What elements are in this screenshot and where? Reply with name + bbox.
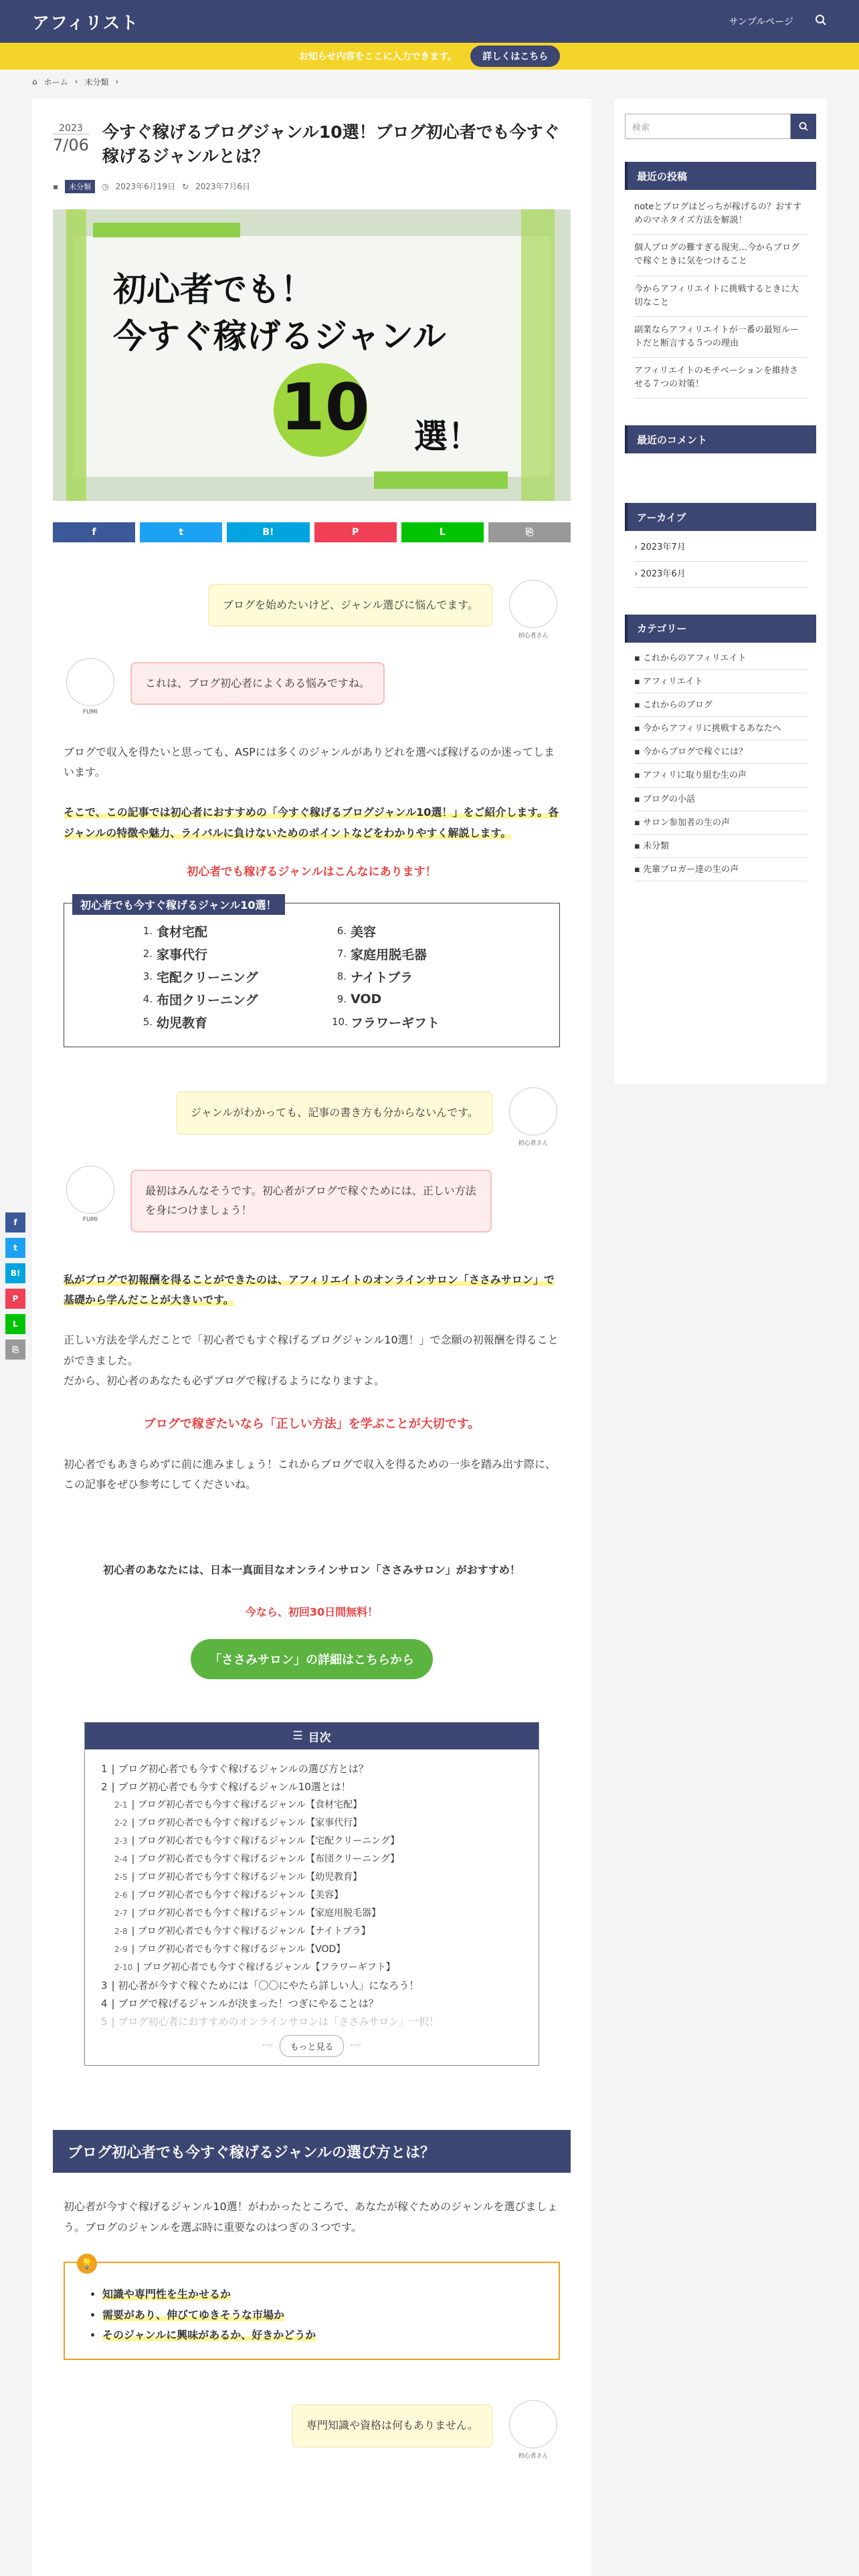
home-icon: ⌂ bbox=[32, 77, 37, 86]
hatena-share-button[interactable]: B! bbox=[5, 1263, 25, 1283]
folder-icon: ▪ bbox=[634, 794, 643, 804]
line-share-button[interactable]: L bbox=[5, 1314, 25, 1334]
category-link[interactable]: ▪ 今からアフィリに挑戦するあなたへ bbox=[634, 717, 807, 740]
category-link[interactable]: ▪ アフィリエイト bbox=[634, 670, 807, 693]
intro-highlight bbox=[64, 802, 560, 843]
header-nav bbox=[729, 14, 827, 29]
list-item: • そのジャンルに興味があるか、好きかどうか bbox=[102, 2325, 537, 2345]
eyecatch-suffix: 選！ bbox=[414, 417, 481, 456]
toc-header bbox=[85, 1723, 539, 1749]
folder-icon: ▪ bbox=[634, 700, 643, 710]
toc-item[interactable]: 2-1 | ブログ初心者でも今すぐ稼げるジャンル【食材宅配】 bbox=[114, 1800, 363, 1811]
breadcrumb-category[interactable]: 未分類 bbox=[84, 77, 109, 87]
toc-item[interactable]: 2-8 | ブログ初心者でも今すぐ稼げるジャンル【ナイトブラ】 bbox=[114, 1926, 371, 1937]
facebook-share-button[interactable]: f bbox=[5, 1212, 25, 1232]
salon-cta-button[interactable]: 「ささみサロン」の詳細はこちらから bbox=[191, 1639, 433, 1679]
toc-item[interactable]: 3 | 初心者が今すぐ稼ぐためには「〇〇にやたら詳しい人」になろう！ bbox=[101, 1979, 419, 1992]
highlight-text: 私がブログで初報酬を得ることができたのは、アフィリエイトのオンラインサロン「ささみサロン」で基礎から学んだことが大きいです。 bbox=[64, 1273, 555, 1307]
category-link[interactable]: ▪ 先輩ブロガー達の生の声 bbox=[634, 858, 807, 881]
toc-item[interactable]: 4 | ブログで稼げるジャンルが決まった！つぎにやることは？ bbox=[101, 1998, 379, 2010]
recent-post-link[interactable]: アフィリエイトのモチベーションを維持させる７つの対策！ bbox=[634, 358, 807, 399]
recent-post-link[interactable]: noteとブログはどっちが稼げるの？おすすめのマネタイズ方法を解説！ bbox=[634, 194, 807, 235]
folder-icon: ▪ bbox=[634, 841, 643, 851]
refresh-icon: ↻ bbox=[182, 181, 189, 191]
category-link[interactable]: ▪ これからのアフィリエイト bbox=[634, 647, 807, 670]
folder-icon: ▪ bbox=[634, 817, 643, 828]
category-link[interactable]: ▪ サロン参加者の生の声 bbox=[634, 811, 807, 835]
list-item: 5. 幼児教育 bbox=[142, 1015, 208, 1031]
folder-icon: ▪ bbox=[634, 676, 643, 687]
result-paragraph bbox=[64, 1330, 560, 1391]
toc-item[interactable]: 2 | ブログ初心者でも今すぐ稼げるジャンル10選とは！ bbox=[101, 1781, 351, 1794]
toc-title: 目次 bbox=[308, 1731, 331, 1745]
category-badge[interactable]: 未分類 bbox=[65, 180, 95, 193]
category-link[interactable]: ▪ 未分類 bbox=[634, 835, 807, 858]
result-text-2: だから、初心者のあなたも必ずブログで稼げるようになりますよ。 bbox=[64, 1374, 385, 1388]
toc-item[interactable]: 2-6 | ブログ初心者でも今すぐ稼げるジャンル【美容】 bbox=[114, 1890, 344, 1901]
chevron-right-icon: › bbox=[115, 77, 119, 86]
avatar bbox=[506, 1087, 560, 1147]
salon-paragraph bbox=[64, 1270, 560, 1311]
list-icon: ☰ bbox=[292, 1729, 303, 1743]
toc-item[interactable]: 2-4 | ブログ初心者でも今すぐ稼げるジャンル【布団クリーニング】 bbox=[114, 1854, 400, 1865]
recent-posts-list bbox=[625, 190, 816, 403]
pocket-share-button[interactable]: P bbox=[314, 522, 397, 542]
speech-bubble-beginner bbox=[64, 580, 560, 639]
lightbulb-icon: 💡 bbox=[77, 2254, 97, 2274]
list-item: • 知識や専門性を生かせるか bbox=[102, 2284, 537, 2304]
list-item: 8. ナイトブラ bbox=[337, 970, 413, 985]
breadcrumb-home[interactable]: ホーム bbox=[43, 77, 68, 87]
intro-paragraph: ブログで収入を得たいと思っても、ASPには多くのジャンルがありどれを選べば稼げるのか迷ってしまいます。 bbox=[64, 745, 555, 778]
free-trial-text: 今なら、初回30日間無料！ bbox=[245, 1606, 379, 1619]
avatar bbox=[506, 2400, 560, 2460]
toc-item[interactable]: 2-5 | ブログ初心者でも今すぐ稼げるジャンル【幼児教育】 bbox=[114, 1872, 363, 1883]
genre-list bbox=[64, 920, 559, 1033]
eyecatch-number: 10 bbox=[280, 369, 370, 445]
breadcrumb bbox=[0, 70, 859, 94]
chevron-right-icon: › bbox=[634, 568, 641, 579]
avatar-name: 初心者さん bbox=[518, 632, 549, 639]
line-share-button[interactable]: L bbox=[401, 522, 484, 542]
avatar bbox=[64, 658, 117, 716]
category-link[interactable]: ▪ 今からブログで稼ぐには？ bbox=[634, 740, 807, 764]
avatar bbox=[64, 1166, 117, 1223]
site-logo[interactable]: アフィリスト bbox=[32, 13, 139, 33]
avatar-name: 初心者さん bbox=[518, 1140, 549, 1148]
speech-bubble-beginner bbox=[64, 1087, 560, 1147]
table-of-contents bbox=[84, 1722, 539, 2066]
notice-bar bbox=[0, 43, 859, 70]
widget-title: アーカイブ bbox=[625, 503, 816, 531]
folder-icon: ▪ bbox=[53, 181, 59, 191]
copy-link-button[interactable]: ⎘ bbox=[488, 522, 571, 542]
share-buttons bbox=[53, 522, 571, 542]
sidebar-search bbox=[625, 114, 816, 139]
search-icon[interactable] bbox=[815, 14, 827, 29]
toc-more-button[interactable]: もっと見る bbox=[280, 2035, 343, 2057]
genre-box-label: 初心者でも今すぐ稼げるジャンル10選！ bbox=[72, 894, 285, 915]
post-year: 2023 bbox=[59, 123, 83, 134]
notice-button[interactable]: 詳しくはこちら bbox=[470, 45, 560, 67]
toc-item[interactable]: 2-10 | ブログ初心者でも今すぐ稼げるジャンル【フラワーギフト】 bbox=[114, 1962, 395, 1973]
folder-icon: ▪ bbox=[634, 864, 643, 875]
speech-bubble-fumi bbox=[64, 1166, 560, 1232]
avatar-name: 初心者さん bbox=[518, 2453, 549, 2460]
toc-item[interactable]: 2-9 | ブログ初心者でも今すぐ稼げるジャンル【VOD】 bbox=[114, 1944, 346, 1955]
list-item: 1. 食材宅配 bbox=[142, 924, 208, 940]
pocket-share-button[interactable]: P bbox=[5, 1289, 25, 1309]
speech-text: ジャンルがわかっても、記事の書き方も分からないんです。 bbox=[176, 1091, 493, 1135]
toc-item[interactable]: 2-7 | ブログ初心者でも今すぐ稼げるジャンル【家庭用脱毛器】 bbox=[114, 1908, 381, 1919]
recent-post-link[interactable]: 個人ブログの難すぎる現実…今からブログで稼ぐときに気をつけること bbox=[634, 235, 807, 276]
chevron-right-icon: › bbox=[74, 77, 78, 86]
search-input[interactable]: 検索 bbox=[625, 114, 791, 139]
post-meta bbox=[53, 180, 571, 193]
site-header bbox=[0, 0, 859, 43]
archive-link[interactable]: › 2023年6月 bbox=[634, 562, 807, 588]
category-link[interactable]: ▪ アフィリに取り組む生の声 bbox=[634, 764, 807, 787]
toc-item[interactable]: 2-3 | ブログ初心者でも今すぐ稼げるジャンル【宅配クリーニング】 bbox=[114, 1836, 400, 1847]
archive-list bbox=[625, 531, 816, 591]
speech-bubble-fumi bbox=[64, 658, 560, 716]
avatar bbox=[506, 580, 560, 639]
point-list bbox=[86, 2284, 537, 2345]
speech-text: これは、ブログ初心者によくある悩みですね。 bbox=[130, 662, 385, 706]
category-link[interactable]: ▪ ブログの小話 bbox=[634, 788, 807, 811]
chevron-right-icon: › bbox=[634, 542, 641, 553]
sidebar bbox=[614, 99, 827, 1083]
avatar-name: FUMI bbox=[82, 708, 98, 716]
main-content bbox=[32, 99, 591, 2576]
toc-more: ···· もっと見る ···· bbox=[85, 2031, 539, 2065]
facebook-share-button[interactable]: f bbox=[53, 522, 135, 542]
folder-icon: ▪ bbox=[634, 770, 643, 781]
eyecatch-line2: 今すぐ稼げるジャンル bbox=[113, 316, 446, 356]
list-item: 4. 布団クリーニング bbox=[142, 992, 258, 1008]
recent-post-link[interactable]: 副業ならアフィリエイトが一番の最短ルートだと断言する５つの理由 bbox=[634, 317, 807, 358]
folder-icon: ▪ bbox=[634, 724, 643, 734]
post-monthday: 7/06 bbox=[53, 134, 89, 154]
twitter-share-button[interactable]: t bbox=[5, 1238, 25, 1258]
folder-icon: ▪ bbox=[634, 747, 643, 758]
folder-icon: ▪ bbox=[634, 653, 643, 663]
speech-text: ブログを始めたいけど、ジャンル選びに悩んでます。 bbox=[208, 584, 493, 627]
page-title: 今すぐ稼げるブログジャンル10選！ブログ初心者でも今すぐ稼げるジャンルとは？ bbox=[102, 122, 560, 167]
recommend-text: 初心者のあなたには、日本一真面目なオンラインサロン「ささみサロン」がおすすめ！ bbox=[103, 1564, 520, 1577]
widget-title: カテゴリー bbox=[625, 615, 816, 643]
floating-share bbox=[5, 1212, 25, 1360]
eyecatch-line1: 初心者でも！ bbox=[113, 270, 314, 309]
list-item: • 需要があり、伸びてゆきそうな市場か bbox=[102, 2305, 537, 2325]
category-link[interactable]: ▪ これからのブログ bbox=[634, 693, 807, 717]
copy-link-button[interactable]: ⎘ bbox=[5, 1339, 25, 1360]
section-heading: ブログ初心者でも今すぐ稼げるジャンルの選び方とは？ bbox=[53, 2130, 571, 2173]
hatena-share-button[interactable]: B! bbox=[227, 522, 309, 542]
search-icon bbox=[799, 122, 808, 131]
twitter-share-button[interactable]: t bbox=[140, 522, 222, 542]
avatar-name: FUMI bbox=[82, 1216, 98, 1224]
notice-text: お知らせ内容をここに入力できます。 bbox=[298, 51, 458, 62]
widget-title: 最近の投稿 bbox=[625, 162, 816, 190]
genre-list-box bbox=[64, 899, 560, 1047]
category-list bbox=[625, 643, 816, 885]
red-callout: ブログで稼ぎたいなら「正しい方法」を学ぶことが大切です。 bbox=[143, 1416, 480, 1431]
clock-icon: ◷ bbox=[102, 181, 109, 191]
updated-date: 2023年7月6日 bbox=[195, 182, 250, 191]
list-item: 6. 美容 bbox=[337, 924, 377, 940]
speech-text: 最初はみんなそうです。初心者がブログで稼ぐためには、正しい方法を身につけましょう！ bbox=[130, 1170, 492, 1232]
widget-title: 最近のコメント bbox=[625, 425, 816, 453]
highlight-text: そこで、この記事では初心者におすすめの「今すぐ稼げるブログジャンル10選！」をご紹介します。各ジャンルの特徴や魅力、ライバルに負けないためのポイントなどをわかりやすく解説します。 bbox=[64, 806, 559, 839]
list-item: 3. 宅配クリーニング bbox=[142, 970, 258, 985]
section-paragraph: 初心者が今すぐ稼げるジャンル10選！がわかったところで、あなたが稼ぐためのジャンルを選びましょう。ブログのジャンルを選ぶ時に重要なのはつぎの３つです。 bbox=[64, 2200, 558, 2234]
toc-item[interactable]: 2-2 | ブログ初心者でも今すぐ稼げるジャンル【家事代行】 bbox=[114, 1818, 363, 1829]
eyecatch-image bbox=[53, 209, 571, 501]
archive-link[interactable]: › 2023年7月 bbox=[634, 535, 807, 561]
encourage-paragraph: 初心者でもあきらめずに前に進みましょう！これからブログで収入を得るための一歩を踏み出す際に、この記事をぜひ参考にしてくださいね。 bbox=[64, 1457, 557, 1491]
list-item: 10. フラワーギフト bbox=[332, 1015, 440, 1031]
speech-bubble-beginner bbox=[64, 2400, 560, 2460]
post-date bbox=[53, 120, 89, 154]
toc-list bbox=[85, 1749, 539, 2031]
recent-post-link[interactable]: 今からアフィリエイトに挑戦するときに大切なこと bbox=[634, 276, 807, 317]
search-button[interactable] bbox=[791, 114, 816, 139]
red-callout: 初心者でも稼げるジャンルはこんなにあります！ bbox=[187, 865, 437, 879]
result-text-1: 正しい方法を学んだことで「初心者でもすぐ稼げるブログジャンル10選！」で念願の初報酬を得ることができました。 bbox=[64, 1333, 559, 1367]
speech-text: 専門知識や資格は何もありません。 bbox=[292, 2404, 493, 2448]
toc-item[interactable]: 5 | ブログ初心者におすすめのオンラインサロンは「ささみサロン」一択！ bbox=[101, 2016, 440, 2028]
list-item: 7. 家庭用脱毛器 bbox=[337, 947, 427, 962]
toc-item[interactable]: 1 | ブログ初心者でも今すぐ稼げるジャンルの選び方とは？ bbox=[101, 1763, 369, 1776]
article-header bbox=[53, 120, 571, 169]
nav-sample-page[interactable]: サンプルページ bbox=[729, 17, 793, 27]
point-box bbox=[64, 2258, 560, 2360]
list-item: 9. VOD bbox=[337, 992, 382, 1007]
published-date: 2023年6月19日 bbox=[115, 182, 176, 191]
list-item: 2. 家事代行 bbox=[142, 947, 208, 962]
